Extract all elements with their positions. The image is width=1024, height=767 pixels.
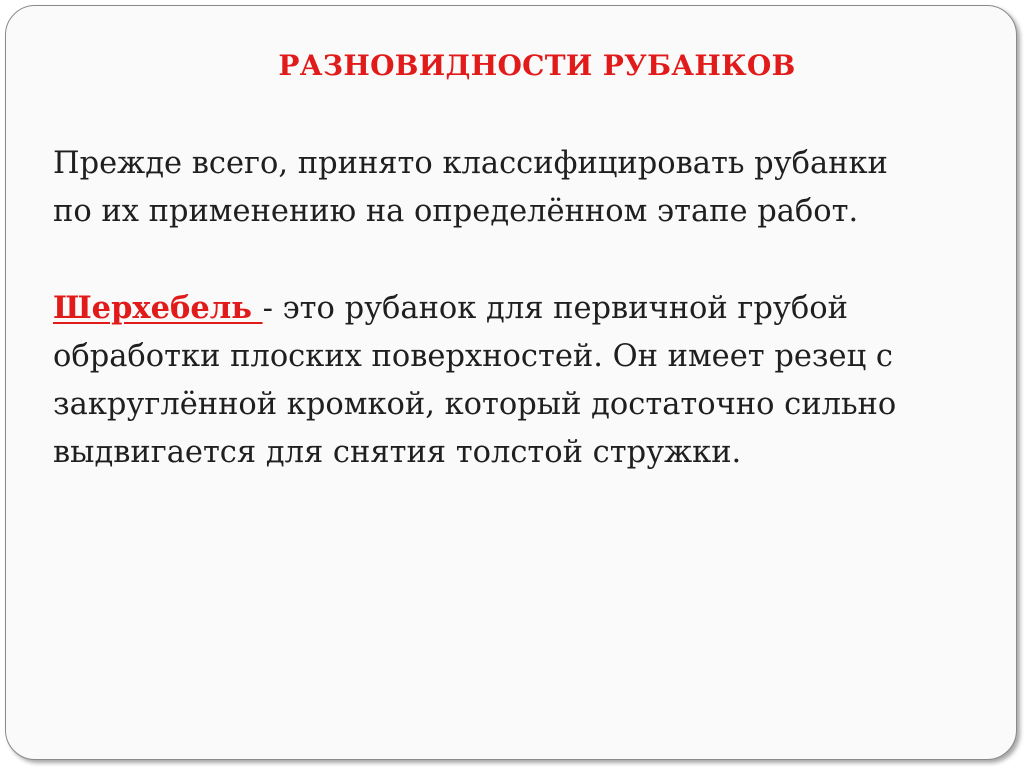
slide-body	[53, 140, 1008, 477]
intro-line-1: Прежде всего, принято классифицировать рубанки	[53, 146, 888, 181]
slide-title: РАЗНОВИДНОСТИ РУБАНКОВ	[278, 49, 796, 82]
term-sherhebel: Шерхебель	[53, 290, 263, 326]
definition-line-1	[53, 284, 1008, 333]
definition-line-3: закруглённой кромкой, который достаточно сильно	[53, 387, 897, 422]
definition-line-4: выдвигается для снятия толстой стружки.	[53, 435, 742, 470]
definition-text-1: - это рубанок для первичной грубой	[262, 291, 848, 326]
definition-line-2: обработки плоских поверхностей. Он имеет резец с	[53, 339, 894, 374]
intro-line-2: по их применению на определённом этапе работ.	[53, 194, 859, 229]
paragraph-gap	[53, 236, 1008, 284]
